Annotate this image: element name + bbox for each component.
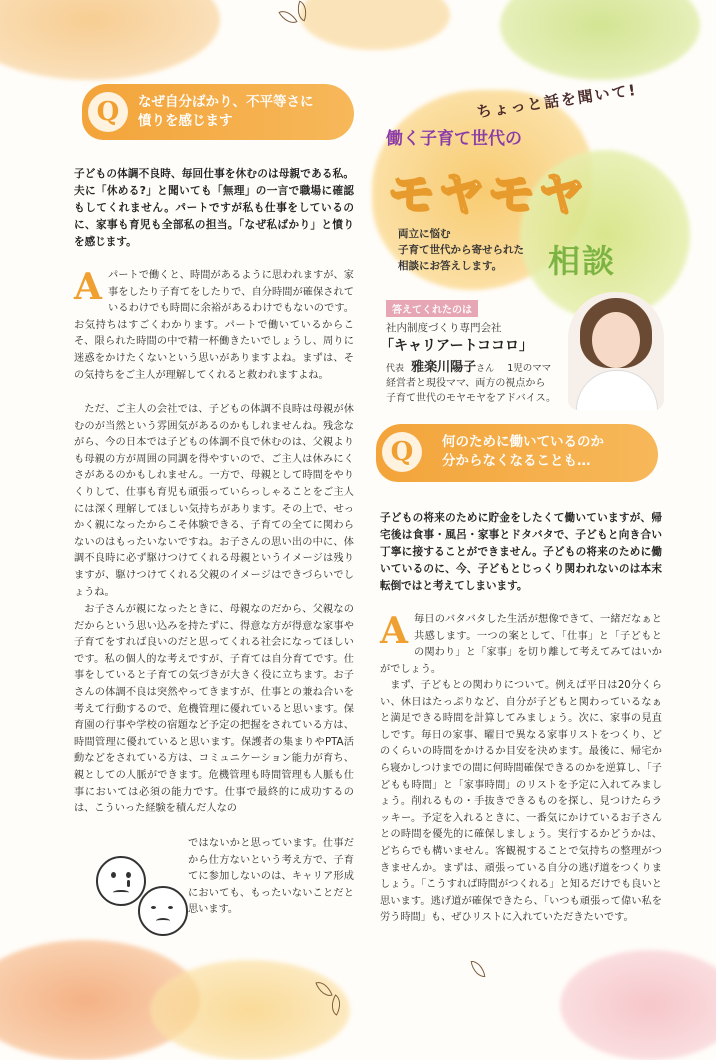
header-title-sub: 相談 [548, 242, 617, 280]
q2-answer-p2: まず、子どもとの関わりについて。例えば平日は20分くらい、休日はたっぷりなど、自分が子どもと関わっているなぁと満足できる時間を計算してみましょう。次に、家事の見直しです。毎日の家事、曜日で異なる家事リストをつくり、どのくらいの時間をかけるか目安を決めます。最後に、帰宅から寝かしつけまでの間に何時間確保できるのかを逆算し、「子どもも時間」と「家事時間」のリストを予定に入れてみましょう。削れるもの・手抜きできるものを探し、見つけたらラッキー。予定を入れるときに、一番気にかけているお子さんとの時間を優先的に確保しましょう。実行するかどうかは、どちらでも構いません。客観視することで気持ちの整理がつきませんか。まずは、頑張っている自分の逃げ道をつくりましょう。「こうすれば時間がつくれる」と知るだけでも良いと思います。逃げ道が確保できたら、「いつも頑張って偉い私を労う時間」も、ぜひリストに入れていただきたいです。 [380, 680, 662, 924]
body-shape [576, 370, 658, 410]
q2-banner [376, 424, 658, 482]
q1-answer-p1 [74, 268, 354, 384]
q2-question: 子どもの将来のために貯金をしたくて働いていますが、帰宅後は食事・風呂・家事とドタバタで、子どもと向き合い丁寧に接することができません。子どもの将来のために働いているのに、今、子どもとじっくり関われないのは本末転倒ではと考えてしまいます。 [380, 512, 662, 592]
answerer-kids: 1児のママ [507, 363, 552, 374]
q2-a-mark: A [380, 610, 408, 652]
decor-blob-bottom-right [560, 950, 716, 1060]
q1-letter: Q [88, 92, 128, 132]
answerer-honorific: さん [476, 364, 495, 374]
header-title-main: モヤモヤ [388, 167, 588, 221]
q1-answer-p2: ただ、ご主人の会社では、子どもの体調不良時は母親が休むのが当然という雰囲気があるのかもしれませんね。残念ながら、今の日本では子どもの体調不良で休むのは、父親よりも母親の方が周囲の同調を得やすいので、ご主人は休みにくさがあるのかもしれません。一方で、母親として時間をやりくりして、仕事も育児も頑張っていらっしゃることをご主人には深く理解してほしい気持ちがあります。その上で、せっかく親になったからこそ体験できる、子育ての全てに関わらないのはもったいないですね。お子さんの思い出の中に、体調不良時に必ず駆けつけてくれる母親というイメージは残りますが、駆けつけてくれる父親のイメージはできづらいでしょうね。 [74, 404, 354, 598]
answerer-name-line [386, 356, 551, 375]
q1-banner [82, 84, 354, 140]
decor-blob-bottom-mid [150, 960, 350, 1060]
header-lead: 両立に悩む 子育て世代から寄せられた 相談にお答えします。 [398, 228, 524, 272]
q1-answer-p1-text: パートで働くと、時間があるように思われますが、家事をしたり子育てをしたりで、自分時間が確保されているわけでも時間に余裕があるわけでもないのです。お気持ちはすごくわかります。パートで働いているからこそ、限られた時間の中で精一杯働きたいでしょうし、周りに迷惑をかけたくないという思いがありますよね。まずは、その気持ちをご主人が理解してくれると救われますよね。 [74, 270, 354, 381]
header-subtitle: 働く子育て世代の [386, 129, 522, 149]
face-shape [592, 312, 640, 368]
q2-title: 何のために働いているのか 分からなくなることも… [442, 434, 604, 469]
q2-answer-p1-text: 毎日のバタバタした生活が想像できて、一緒だなぁと共感します。一つの案として、「仕事」と「子どもとの関わり」と「家事」を切り離して考えてみてはいかがでしょう。 [380, 614, 662, 675]
q1-answer-p3: お子さんが親になったときに、母親なのだから、父親なのだからという思い込みを持たずに、得意な方が得意な家事や子育てをすれば良いのだと思ってくれる社会になってほしいです。私の個人的な考えですが、子育ては自分育てです。仕事をしていると子育ての気づきが大きく役に立ちます。お子さんの体調不良は突然やってきますが、仕事との兼ね合いを考えて行動するので、危機管理に優れていると思います。保育園の行事や学校の宿題など予定の把握をされている方は、時間管理に優れていると思います。保護者の集まりやPTA活動などをされている方は、コミュニケーション能力が育ち、親としての人脈ができます。危機管理も時間管理も人脈も仕事においては必須の能力です。仕事で最終的に成功するのは、こういった経験を積んだ人なの [74, 604, 354, 815]
answerer-desc: 経営者と現役ママ、両方の視点から 子育て世代のモヤモヤをアドバイス。 [386, 378, 556, 404]
answerer-name: 雅楽川陽子 [411, 360, 477, 375]
q1-title: なぜ自分ばかり、不平等さに 憤りを感じます [138, 94, 314, 129]
sad-face-icon [138, 886, 188, 936]
decor-blob-top-left [0, 0, 220, 80]
leaf-icon [471, 959, 486, 979]
q1-answer-tail: ではないかと思っています。仕事だから仕方ないという考え方で、子育てに参加しないのは、キャリア形成においても、もったいないことだと思います。 [188, 838, 354, 916]
answerer-company-desc: 社内制度づくり専門会社 [386, 322, 502, 334]
answerer-label: 答えてくれたのは [386, 300, 478, 317]
answerer-photo [568, 292, 664, 410]
q1-question: 子どもの体調不良時、毎回仕事を休むのは母親である私。夫に「休める?」と聞いても「無理」の一言で職場に確認もしてくれません。パートですが私も仕事をしているのに、家事も育児も全部私の担当。「なぜ私ばかり」と憤りを感じます。 [74, 168, 354, 248]
q2-letter: Q [382, 432, 422, 472]
header-intro: ちょっと話を聞いて! [475, 80, 639, 122]
decor-blob-top-right [500, 0, 700, 80]
q1-a-mark: A [74, 266, 102, 308]
decor-blob-top-mid [300, 0, 450, 50]
answerer-role: 代表 [386, 364, 405, 374]
sad-face-icon [96, 856, 146, 906]
answerer-company-name: 「キャリアートココロ」 [380, 338, 534, 354]
q2-answer-p1 [380, 612, 662, 678]
leaf-icon [278, 6, 297, 28]
